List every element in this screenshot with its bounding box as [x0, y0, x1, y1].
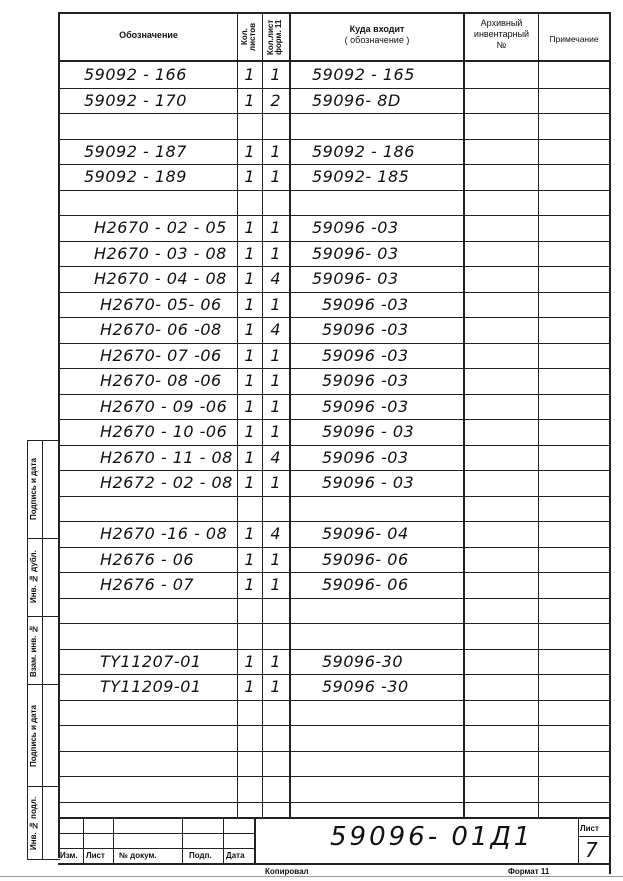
- header-archive: [465, 18, 538, 51]
- cell-sheets: 1: [244, 677, 255, 696]
- cell-sheets: 1: [244, 346, 255, 365]
- footer-dash-line: [0, 876, 623, 877]
- cell-designation: H2676 - 07: [100, 575, 195, 594]
- cell-designation: H2670 -16 - 08: [100, 524, 228, 543]
- cell-format: 1: [270, 371, 281, 390]
- cell-format: 1: [270, 397, 281, 416]
- cell-where-used: 59096- 06: [322, 550, 409, 569]
- header-qty-sheets-l1: Кол.: [240, 28, 249, 46]
- table-row: [0, 575, 623, 597]
- row-separator: [58, 445, 611, 446]
- row-separator: [58, 496, 611, 497]
- table-row: [0, 626, 623, 648]
- header-where-used-l1: Куда входит: [349, 24, 405, 34]
- cell-format: 2: [270, 91, 281, 110]
- cell-format: 1: [270, 167, 281, 186]
- table-row: [0, 346, 623, 368]
- row-separator: [58, 623, 611, 624]
- cell-where-used: 59096 -03: [322, 346, 409, 365]
- cell-sheets: 1: [244, 448, 255, 467]
- row-separator: [58, 802, 611, 803]
- table-row: [0, 422, 623, 444]
- cell-sheets: 1: [244, 422, 255, 441]
- cell-designation: TY11209-01: [100, 677, 202, 696]
- row-separator: [58, 572, 611, 573]
- cell-where-used: 59096- 06: [322, 575, 409, 594]
- header-qty-sheets-l2: листов: [248, 22, 257, 52]
- cell-designation: 59092 - 170: [84, 91, 187, 110]
- sidebar-label-sign-date-1: Подпись и дата: [29, 705, 38, 767]
- sidebar-label-inv-dup: Инв. № дубл.: [29, 550, 38, 604]
- cell-designation: 59092 - 189: [84, 167, 187, 186]
- title-col-doc: № докум.: [119, 851, 157, 860]
- table-row: [0, 448, 623, 470]
- header-qty-sheets: [238, 14, 262, 60]
- cell-designation: H2670 - 10 -06: [100, 422, 228, 441]
- sheet-label: Лист: [580, 824, 599, 833]
- cell-format: 1: [270, 550, 281, 569]
- cell-format: 1: [270, 65, 281, 84]
- header-qty-format-l2: форм. 11: [274, 19, 283, 55]
- row-separator: [58, 674, 611, 675]
- cell-designation: H2670 - 04 - 08: [94, 269, 227, 288]
- cell-designation: H2670- 05- 06: [100, 295, 222, 314]
- table-row: [0, 167, 623, 189]
- cell-format: 1: [270, 677, 281, 696]
- cell-sheets: 1: [244, 473, 255, 492]
- cell-designation: H2672 - 02 - 08: [100, 473, 233, 492]
- cell-where-used: 59096 - 03: [322, 422, 415, 441]
- cell-sheets: 1: [244, 218, 255, 237]
- row-separator: [58, 139, 611, 140]
- footer-format: Формат 11: [508, 867, 550, 876]
- cell-where-used: 59096 -03: [312, 218, 399, 237]
- title-col-sign: Подп.: [189, 851, 212, 860]
- row-separator: [58, 292, 611, 293]
- row-separator: [58, 113, 611, 114]
- table-row: [0, 65, 623, 87]
- cell-where-used: 59096- 04: [322, 524, 409, 543]
- cell-designation: 59092 - 187: [84, 142, 187, 161]
- table-row: [0, 193, 623, 215]
- row-separator: [58, 368, 611, 369]
- cell-designation: H2670 - 03 - 08: [94, 244, 227, 263]
- row-separator: [58, 164, 611, 165]
- sidebar-label-inv-orig: Инв. № подл.: [29, 796, 38, 850]
- title-col-sheet: Лист: [86, 851, 105, 860]
- table-row: [0, 295, 623, 317]
- sidebar-label-sign-date-2: Подпись и дата: [29, 458, 38, 521]
- table-row: [0, 116, 623, 138]
- table-row: [0, 244, 623, 266]
- row-separator: [58, 215, 611, 216]
- row-separator: [58, 266, 611, 267]
- cell-sheets: 1: [244, 142, 255, 161]
- table-row: [0, 473, 623, 495]
- cell-format: 1: [270, 142, 281, 161]
- cell-format: 1: [270, 346, 281, 365]
- header-where-used: [291, 24, 463, 46]
- cell-sheets: 1: [244, 652, 255, 671]
- table-row: [0, 371, 623, 393]
- cell-where-used: 59096 - 03: [322, 473, 415, 492]
- cell-where-used: 59096- 03: [312, 269, 399, 288]
- table-row: [0, 524, 623, 546]
- cell-sheets: 1: [244, 167, 255, 186]
- cell-sheets: 1: [244, 371, 255, 390]
- title-col-date: Дата: [226, 851, 245, 860]
- cell-sheets: 1: [244, 397, 255, 416]
- table-row: [0, 550, 623, 572]
- cell-where-used: 59096- 03: [312, 244, 399, 263]
- sheet-number: 7: [585, 838, 599, 862]
- table-row: [0, 499, 623, 521]
- cell-designation: 59092 - 166: [84, 65, 187, 84]
- cell-where-used: 59092 - 186: [312, 142, 415, 161]
- cell-where-used: 59092- 185: [312, 167, 410, 186]
- header-note: Примечание: [549, 34, 599, 44]
- cell-designation: H2676 - 06: [100, 550, 195, 569]
- cell-format: 1: [270, 295, 281, 314]
- cell-sheets: 1: [244, 524, 255, 543]
- document-number: 59096- 01Д1: [330, 822, 534, 852]
- sidebar-label-replace-inv: Взам. инв. №: [29, 624, 38, 678]
- cell-sheets: 1: [244, 65, 255, 84]
- cell-sheets: 1: [244, 269, 255, 288]
- header-where-used-l2: ( обозначение ): [344, 35, 410, 45]
- row-separator: [58, 521, 611, 522]
- cell-format: 1: [270, 473, 281, 492]
- row-separator: [58, 190, 611, 191]
- row-separator: [58, 700, 611, 701]
- row-separator: [58, 725, 611, 726]
- cell-format: 4: [270, 269, 281, 288]
- table-row: [0, 320, 623, 342]
- cell-sheets: 1: [244, 244, 255, 263]
- row-separator: [58, 419, 611, 420]
- cell-where-used: 59096- 8D: [312, 91, 401, 110]
- cell-format: 1: [270, 575, 281, 594]
- cell-format: 4: [270, 448, 281, 467]
- cell-designation: H2670 - 09 -06: [100, 397, 228, 416]
- cell-sheets: 1: [244, 575, 255, 594]
- cell-format: 4: [270, 320, 281, 339]
- cell-designation: H2670- 07 -06: [100, 346, 222, 365]
- header-designation: Обозначение: [119, 30, 178, 40]
- cell-sheets: 1: [244, 320, 255, 339]
- cell-designation: H2670- 08 -06: [100, 371, 222, 390]
- header-archive-l1: Архивный: [480, 18, 523, 28]
- cell-format: 1: [270, 422, 281, 441]
- cell-sheets: 1: [244, 550, 255, 569]
- header-qty-format: [263, 14, 289, 60]
- cell-sheets: 1: [244, 295, 255, 314]
- row-separator: [58, 394, 611, 395]
- row-separator: [58, 751, 611, 752]
- cell-where-used: 59096 -03: [322, 397, 409, 416]
- footer-copied: Копировал: [265, 867, 309, 876]
- header-qty-format-l1: Кол.лист: [266, 19, 275, 55]
- table-row: [0, 91, 623, 113]
- row-separator: [58, 547, 611, 548]
- cell-where-used: 59096 -03: [322, 320, 409, 339]
- table-row: [0, 218, 623, 240]
- cell-where-used: 59096 -03: [322, 295, 409, 314]
- cell-format: 1: [270, 652, 281, 671]
- cell-where-used: 59092 - 165: [312, 65, 415, 84]
- cell-where-used: 59096 -03: [322, 448, 409, 467]
- title-col-change: Изм.: [60, 851, 78, 860]
- header-archive-l3: №: [496, 40, 507, 50]
- table-row: [0, 601, 623, 623]
- row-separator: [58, 470, 611, 471]
- cell-designation: H2670 - 11 - 08: [100, 448, 233, 467]
- row-separator: [58, 88, 611, 89]
- row-separator: [58, 649, 611, 650]
- row-separator: [58, 241, 611, 242]
- row-separator: [58, 317, 611, 318]
- cell-where-used: 59096 -30: [322, 677, 409, 696]
- cell-sheets: 1: [244, 91, 255, 110]
- table-row: [0, 397, 623, 419]
- cell-designation: TY11207-01: [100, 652, 202, 671]
- cell-where-used: 59096 -03: [322, 371, 409, 390]
- table-row: [0, 269, 623, 291]
- row-separator: [58, 598, 611, 599]
- row-separator: [58, 776, 611, 777]
- cell-format: 4: [270, 524, 281, 543]
- cell-format: 1: [270, 244, 281, 263]
- table-row: [0, 677, 623, 699]
- row-separator: [58, 343, 611, 344]
- header-archive-l2: инвентарный: [473, 29, 530, 39]
- table-row: [0, 652, 623, 674]
- cell-designation: H2670 - 02 - 05: [94, 218, 227, 237]
- cell-where-used: 59096-30: [322, 652, 404, 671]
- table-row: [0, 142, 623, 164]
- cell-designation: H2670- 06 -08: [100, 320, 222, 339]
- cell-format: 1: [270, 218, 281, 237]
